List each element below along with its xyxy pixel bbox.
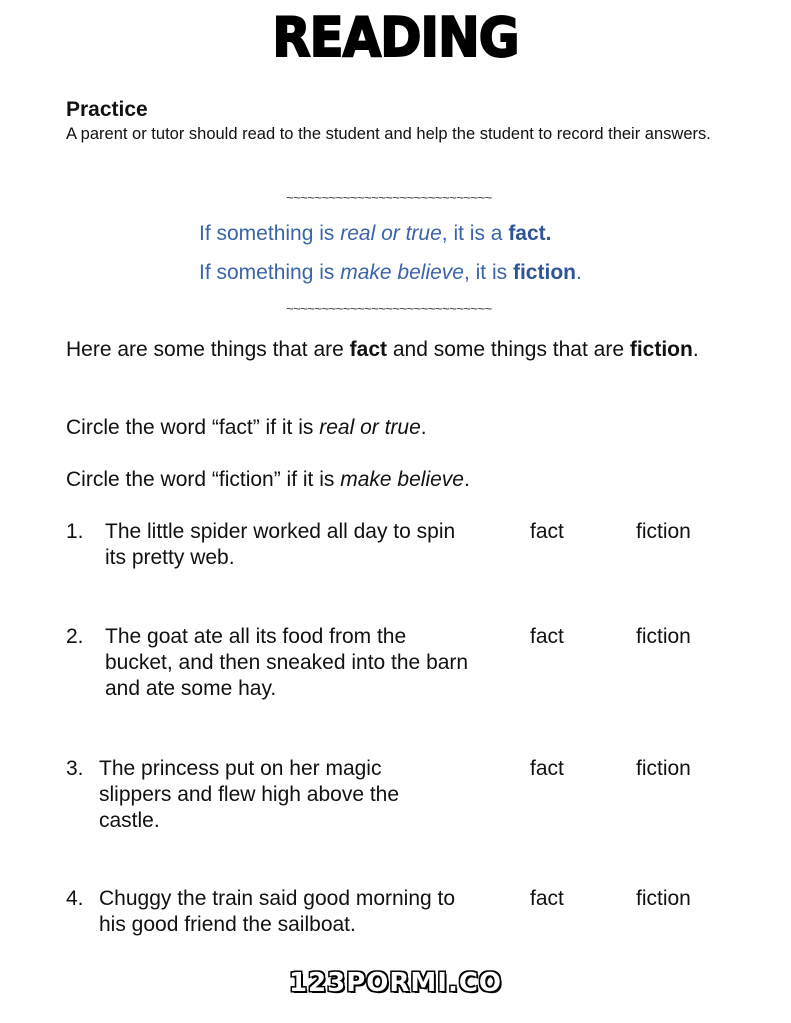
divider-bottom: ~~~~~~~~~~~~~~~~~~~~~~~~~~~~~ [286, 301, 492, 316]
question-4-number: 4. [66, 887, 84, 910]
page-title: READING [272, 6, 519, 69]
circle-fact-instruction [66, 415, 746, 441]
question-4-fact-option[interactable]: fact [530, 887, 564, 910]
question-1-fact-option[interactable]: fact [530, 520, 564, 543]
definition-fact-em: real or true [340, 222, 442, 245]
definition-fiction-pre: If something is [199, 261, 341, 284]
intro-text [66, 337, 746, 363]
footer-site-logo: 123PORMI.CO [288, 968, 503, 998]
question-3-text: The princess put on her magic slippers and flew high above the castle. [99, 757, 400, 832]
question-2-fact-option[interactable]: fact [530, 625, 564, 648]
definition-fiction-em: make believe [340, 261, 464, 284]
definition-fact [199, 222, 552, 246]
intro-fiction: fiction [629, 338, 693, 361]
question-4-text: Chuggy the train said good morning to his good friend the sailboat. [99, 887, 456, 936]
practice-instructions: A parent or tutor should read to the student and help the student to record their answers. [66, 125, 711, 143]
intro-pre: Here are some things that are [66, 338, 350, 361]
circle-fiction-em: make believe [340, 468, 464, 491]
definition-fiction-mid: , it is [463, 261, 513, 284]
question-1-number: 1. [66, 520, 84, 543]
circle-fact-end: . [420, 416, 427, 439]
question-2-text: The goat ate all its food from the bucket, and then sneaked into the barn and ate some hay. [105, 625, 469, 700]
definition-fiction-word: fiction [512, 261, 576, 284]
circle-fiction-instruction [66, 467, 746, 493]
definition-fiction-end: . [575, 261, 582, 284]
question-3-fiction-option[interactable]: fiction [636, 757, 691, 780]
question-2-fiction-option[interactable]: fiction [636, 625, 691, 648]
question-4-fiction-option[interactable]: fiction [636, 887, 691, 910]
practice-heading: Practice [66, 98, 148, 121]
question-3-number: 3. [66, 757, 84, 780]
intro-mid: and some things that are [387, 338, 630, 361]
intro-end: . [692, 338, 699, 361]
question-1-fiction-option[interactable]: fiction [636, 520, 691, 543]
definition-fact-word: fact. [508, 222, 552, 245]
intro-fact: fact [349, 338, 388, 361]
question-1-text: The little spider worked all day to spin its pretty web. [105, 520, 456, 569]
question-2-number: 2. [66, 625, 84, 648]
circle-fiction-pre: Circle the word “fiction” if it is [66, 468, 341, 491]
circle-fact-pre: Circle the word “fact” if it is [66, 416, 320, 439]
definition-fact-mid: , it is a [441, 222, 509, 245]
definition-fiction [199, 261, 582, 285]
circle-fact-em: real or true [319, 416, 421, 439]
question-3-fact-option[interactable]: fact [530, 757, 564, 780]
circle-fiction-end: . [463, 468, 470, 491]
divider-top: ~~~~~~~~~~~~~~~~~~~~~~~~~~~~~ [286, 190, 492, 205]
definition-fact-pre: If something is [199, 222, 341, 245]
